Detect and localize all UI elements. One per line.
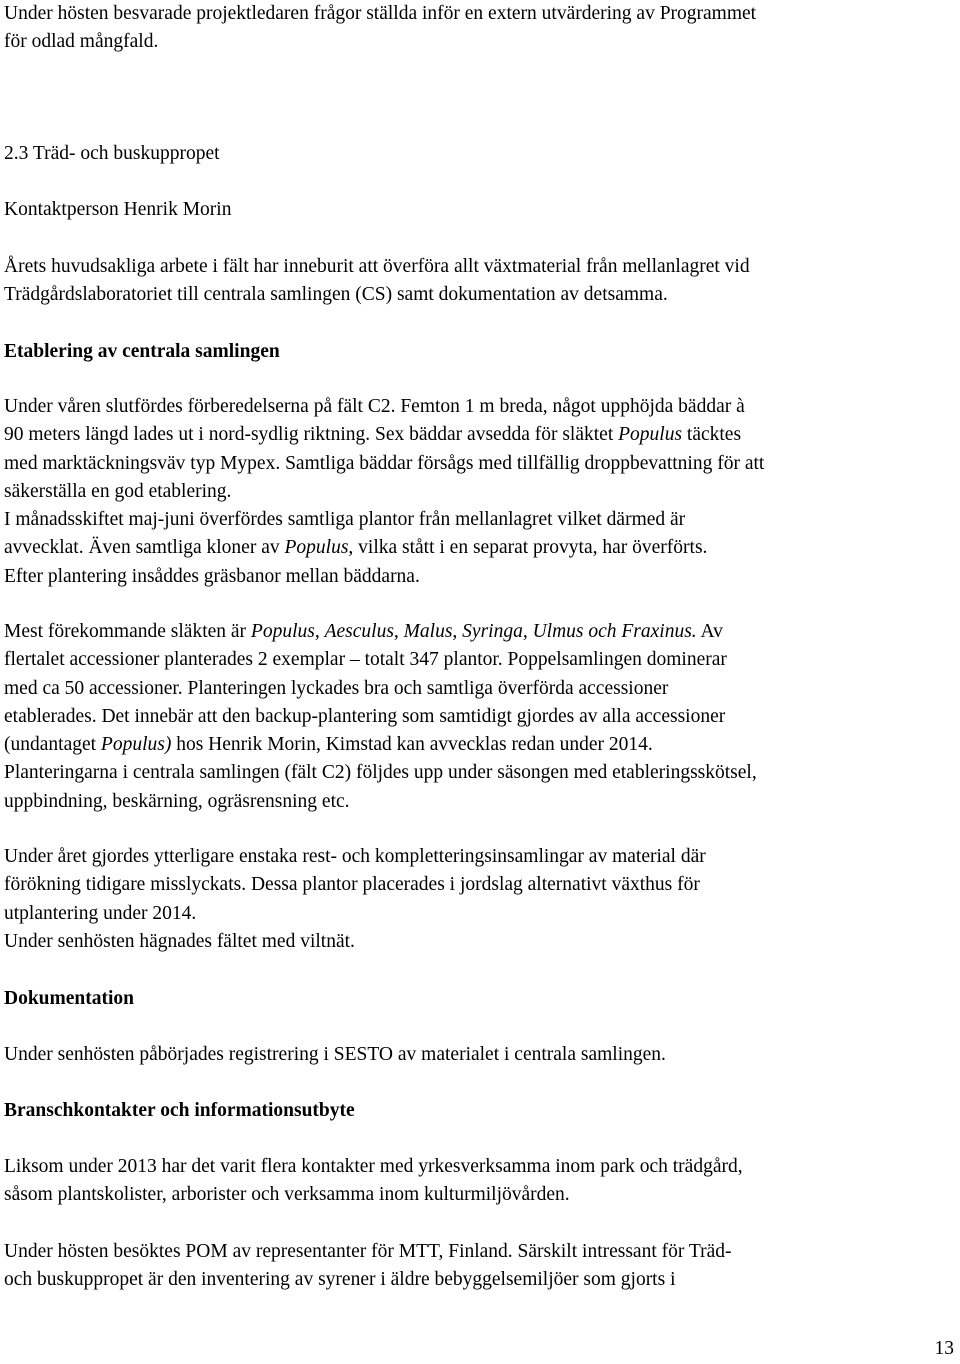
text-line — [4, 478, 954, 506]
text-line — [4, 421, 954, 449]
text-line — [4, 506, 954, 534]
text-line: Årets huvudsakliga arbete i fält har inneburit att överföra allt växtmaterial från mellanlagret vid — [4, 256, 750, 277]
text-line — [4, 731, 954, 759]
text-line — [4, 759, 954, 787]
text-line — [4, 675, 954, 703]
heading-etablering: Etablering av centrala samlingen — [4, 341, 280, 362]
text-line: Liksom under 2013 har det varit flera kontakter med yrkesverksamma inom park och trädgård, — [4, 1156, 743, 1177]
italic-text: Populus — [284, 537, 349, 559]
text-run: Av — [696, 621, 723, 642]
text-run: med ca 50 accessioner. Planteringen lyckades bra och samtliga överförda accessioner — [4, 677, 669, 699]
text-run: 90 meters längd lades ut i nord-sydlig riktning. Sex bäddar avsedda för släktet — [4, 424, 619, 446]
text-line: för odlad mångfald. — [4, 31, 159, 53]
text-run: täcktes — [682, 424, 742, 446]
text-run: hos Henrik Morin, Kimstad kan avvecklas redan under 2014. — [171, 734, 653, 756]
page-number: 13 — [934, 1338, 954, 1359]
intro-paragraph — [4, 0, 954, 57]
heading-dokumentation: Dokumentation — [4, 988, 135, 1009]
text-line — [4, 646, 954, 674]
text-run: Mest förekommande släkten är — [4, 621, 251, 642]
paragraph-dokumentation: Under senhösten påbörjades registrering i SESTO av materialet i centrala samlingen. — [4, 1044, 666, 1065]
italic-text: Populus — [618, 424, 683, 446]
text-line — [4, 618, 954, 646]
italic-text: Populus — [250, 621, 315, 642]
paragraph-kontakter — [4, 1153, 954, 1210]
section-heading: 2.3 Träd- och buskuppropet — [4, 143, 220, 164]
text-line — [4, 450, 954, 478]
italic-text: Aesculus, Malus, Syringa, Ulmus och Fraxinus. — [324, 621, 697, 642]
text-line: såsom plantskolister, arborister och verksamma inom kulturmiljövården. — [4, 1184, 570, 1206]
text-run: Under våren slutfördes förberedelserna på fält C2. Femton 1 m breda, något upphöjda bäddar à — [4, 396, 745, 417]
paragraph-pom-besok — [4, 1238, 954, 1295]
text-run: säkerställa en god etablering. — [4, 480, 232, 502]
text-line: utplantering under 2014. — [4, 902, 197, 924]
text-line: Under hösten besvarade projektledaren frågor ställda inför en extern utvärdering av Programmet — [4, 3, 757, 24]
text-run: Efter plantering insåddes gräsbanor mellan bäddarna. — [4, 565, 420, 587]
text-line: Under hösten besöktes POM av representanter för MTT, Finland. Särskilt intressant för Träd- — [4, 1241, 732, 1262]
text-line: Under året gjordes ytterligare enstaka rest- och kompletteringsinsamlingar av material där — [4, 846, 706, 867]
text-line — [4, 534, 954, 562]
text-line — [4, 703, 954, 731]
text-line — [4, 563, 954, 591]
italic-text: Populus) — [100, 734, 172, 756]
text-run: etablerades. Det innebär att den backup-plantering som samtidigt gjordes av alla accessioner — [4, 705, 726, 727]
heading-branschkontakter: Branschkontakter och informationsutbyte — [4, 1100, 355, 1121]
text-run: I månadsskiftet maj-juni överfördes samtliga plantor från mellanlagret vilket därmed är — [4, 509, 686, 531]
text-line: Under senhösten hägnades fältet med viltnät. — [4, 930, 355, 952]
text-run: uppbindning, beskärning, ogräsrensning etc. — [4, 790, 350, 812]
text-run: flertalet accessioner planterades 2 exemplar – totalt 347 plantor. Poppelsamlingen dominerar — [4, 649, 727, 671]
text-run: , vilka stått i en separat provyta, har överförts. — [348, 537, 708, 559]
paragraph-insamlingar — [4, 843, 954, 956]
contact-person: Kontaktperson Henrik Morin — [4, 199, 232, 220]
text-run: med marktäckningsväv typ Mypex. Samtliga bäddar försågs med tillfällig droppbevattning för att — [4, 452, 765, 474]
text-run: avvecklat. Även samtliga kloner av — [4, 537, 285, 559]
paragraph-etablering — [4, 393, 954, 591]
text-line: förökning tidigare misslyckats. Dessa plantor placerades i jordslag alternativt växthus för — [4, 874, 700, 896]
text-run: , — [314, 621, 325, 642]
paragraph-slakten — [4, 618, 954, 816]
text-line — [4, 788, 954, 816]
text-run: (undantaget — [4, 734, 101, 756]
text-run: Planteringarna i centrala samlingen (fält C2) följdes upp under säsongen med etableringsskötsel, — [4, 762, 757, 784]
text-line: Trädgårdslaboratoriet till centrala samlingen (CS) samt dokumentation av detsamma. — [4, 284, 668, 306]
text-line — [4, 393, 954, 421]
paragraph-main-work — [4, 253, 954, 310]
text-line: och buskuppropet är den inventering av syrener i äldre bebyggelsemiljöer som gjorts i — [4, 1269, 676, 1291]
